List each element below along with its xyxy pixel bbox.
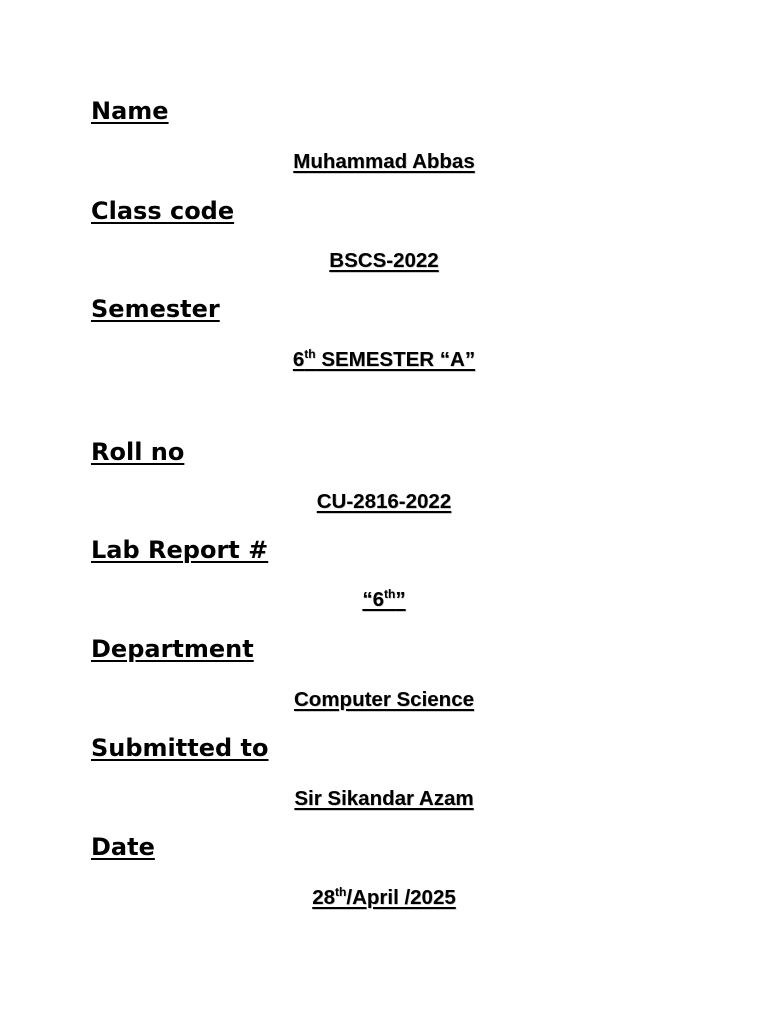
date-rest: /April /2025 — [346, 886, 456, 909]
date-value — [0, 886, 768, 910]
lab-report-label: Lab Report # — [91, 536, 269, 564]
roll-no-label: Roll no — [91, 438, 185, 466]
class-code-label: Class code — [91, 197, 235, 225]
roll-no-value-text: CU-2816-2022 — [316, 490, 452, 513]
date-day: 28 — [312, 886, 336, 909]
lab-report-value-text — [362, 588, 405, 611]
semester-label: Semester — [91, 295, 220, 323]
class-code-value — [0, 249, 768, 273]
semester-ordinal-suffix: th — [304, 347, 316, 361]
name-value — [0, 150, 768, 174]
class-code-value-text: BSCS-2022 — [329, 249, 439, 272]
lab-report-close-quote: ” — [395, 588, 406, 611]
lab-report-ordinal-suffix: th — [384, 587, 396, 601]
date-value-text — [312, 886, 456, 909]
semester-rest: SEMESTER “A” — [315, 348, 476, 371]
department-value — [0, 688, 768, 712]
department-value-text: Computer Science — [294, 688, 474, 711]
semester-value — [0, 348, 768, 372]
semester-value-text — [293, 348, 475, 371]
department-label: Department — [91, 635, 254, 663]
submitted-to-value-text: Sir Sikandar Azam — [294, 787, 474, 810]
roll-no-value — [0, 490, 768, 514]
submitted-to-value — [0, 787, 768, 811]
submitted-to-label: Submitted to — [91, 734, 269, 762]
lab-report-value — [0, 588, 768, 612]
name-value-text: Muhammad Abbas — [293, 150, 475, 173]
date-label: Date — [91, 833, 155, 861]
lab-report-number: “6 — [362, 588, 385, 611]
name-label: Name — [91, 97, 169, 125]
semester-number: 6 — [292, 348, 305, 371]
date-ordinal-suffix: th — [335, 885, 347, 899]
